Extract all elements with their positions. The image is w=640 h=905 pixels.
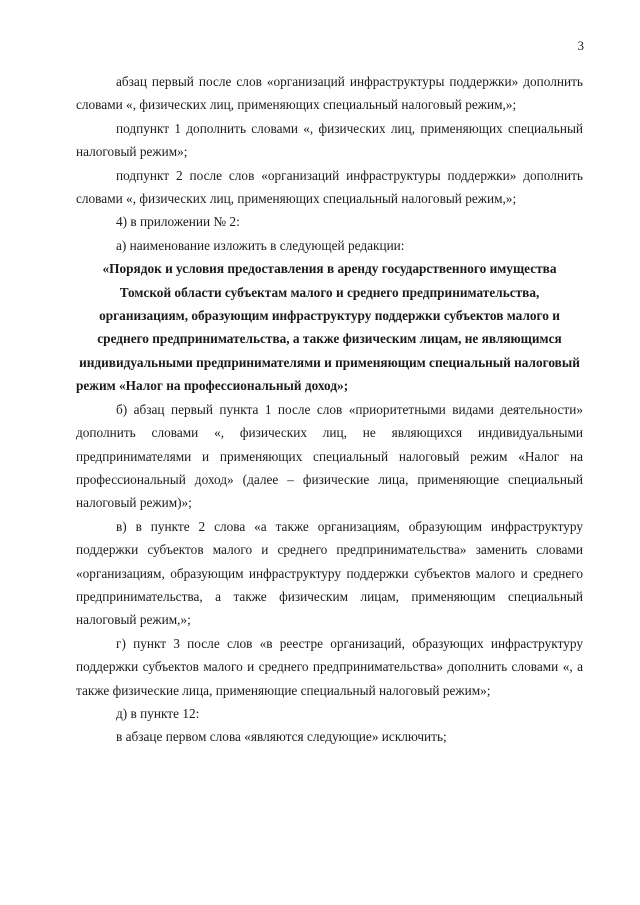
paragraph: 4) в приложении № 2: <box>116 214 240 230</box>
paragraph: г) пункт 3 после слов «в реестре организаций, образующих инфраструктуру поддержки субъектов малого и среднего предпринимательства» дополнить словами «, а также физические лица, применяющие специальный налоговый режим»; <box>76 635 583 698</box>
document-body <box>76 70 583 749</box>
paragraph: абзац первый после слов «организаций инфраструктуры поддержки» дополнить словами «, физических лиц, применяющих специальный налоговый режим,»; <box>76 74 583 113</box>
paragraph: в абзаце первом слова «являются следующие» исключить; <box>116 729 447 745</box>
paragraph: подпункт 2 после слов «организаций инфраструктуры поддержки» дополнить словами «, физических лиц, применяющих специальный налоговый режим,»; <box>76 167 583 207</box>
paragraph: а) наименование изложить в следующей редакции: <box>116 237 405 253</box>
paragraph: б) абзац первый пункта 1 после слов «приоритетными видами деятельности» дополнить словами «, физических лиц, не являющихся индивидуальными предпринимателями и применяющих специальный налоговый режим «Налог на профессиональный доход» (далее – физические лица, применяющие специальный налоговый режим)»; <box>76 401 583 511</box>
paragraph: подпункт 1 дополнить словами «, физических лиц, применяющих специальный налоговый режим»; <box>76 120 583 160</box>
document-title: «Порядок и условия предоставления в аренду государственного имущества Томской области субъектам малого и среднего предпринимательства, организациям, образующим инфраструктуру поддержки субъектов малого и среднего предпринимательства, а также физическим лицам, не являющимся индивидуальными предпринимателями и применяющим специальный налоговый режим «Налог на профессиональный доход»; <box>76 261 580 394</box>
paragraph: д) в пункте 12: <box>116 705 200 721</box>
paragraph: в) в пункте 2 слова «а также организациям, образующим инфраструктуру поддержки субъектов малого и среднего предпринимательства» заменить словами «организациям, образующим инфраструктуру поддержки субъектов малого и среднего предпринимательства, а также физическим лицам, применяющим специальный налоговый режим,»; <box>76 518 583 628</box>
page-number: 3 <box>577 38 584 53</box>
